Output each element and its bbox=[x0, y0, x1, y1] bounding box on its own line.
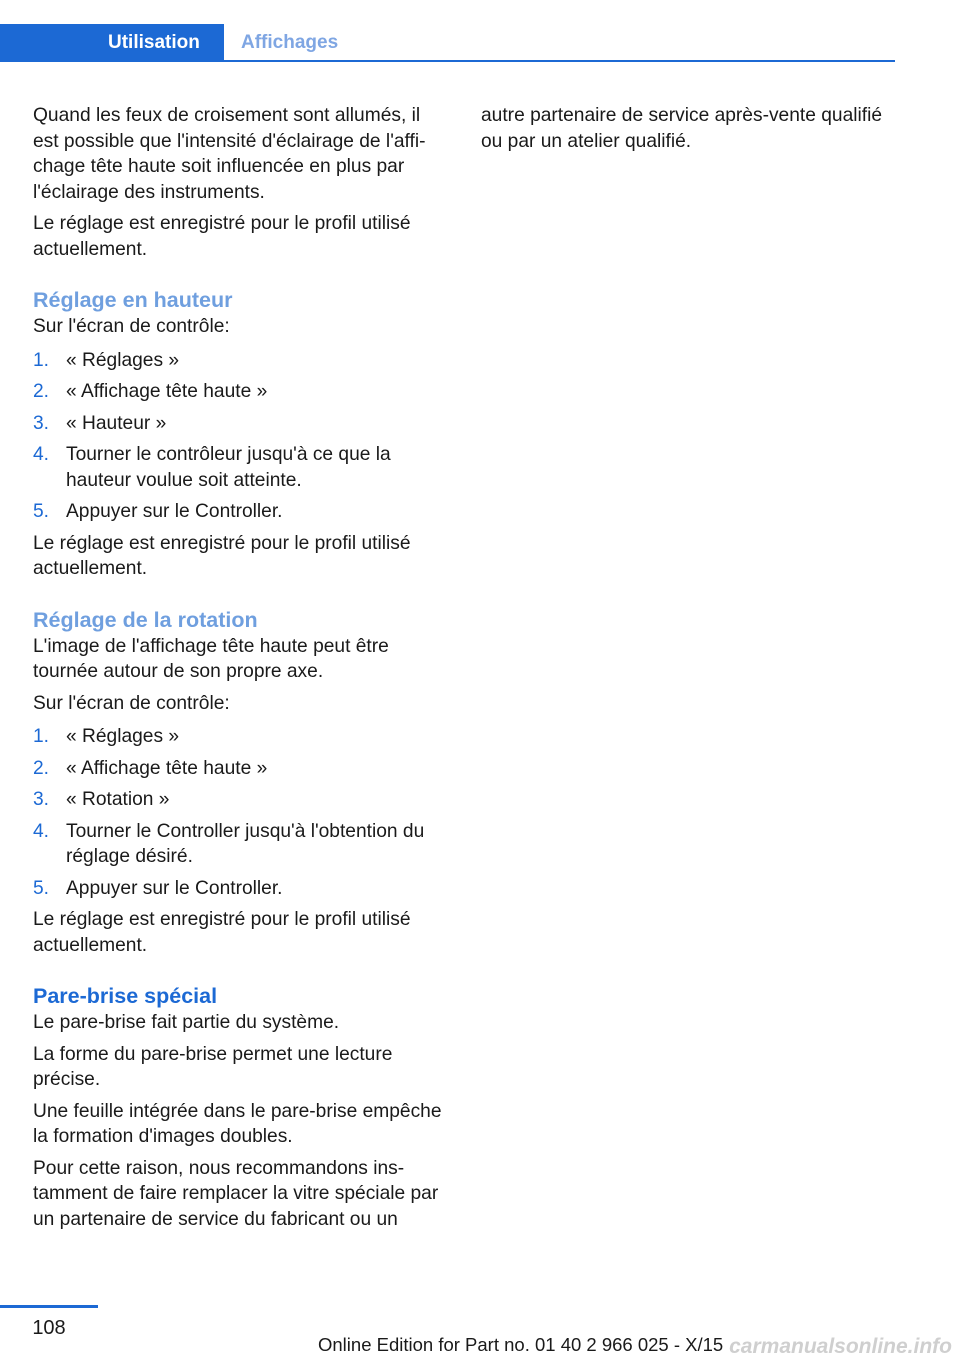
intro-paragraph: Quand les feux de croisement sont allumés, il est possible que l'intensité d'éclairage de l'affichage tête haute soit influencée en plus par l'éclairage des instruments. bbox=[33, 105, 426, 203]
list-item: 5. Appuyer sur le Controller. bbox=[33, 501, 283, 522]
heading-rotation-adjustment: Réglage de la rotation bbox=[33, 607, 258, 632]
list-item: 4. Tourner le contrôleur jusqu'à ce que la hauteur voulue soit atteinte. bbox=[33, 444, 391, 491]
tab-bar-rule bbox=[0, 60, 895, 62]
right-column bbox=[481, 103, 901, 160]
tab-utilisation[interactable]: Utilisation bbox=[0, 24, 224, 62]
windshield-paragraph-3: Une feuille intégrée dans le pare-brise empêche la formation d'images doubles. bbox=[33, 1100, 442, 1147]
chapter-tab-bar bbox=[0, 24, 895, 62]
screen-intro-1: Sur l'écran de contrôle: bbox=[33, 316, 230, 337]
list-item: 1. « Réglages » bbox=[33, 349, 180, 371]
list-item: 5. Appuyer sur le Controller. bbox=[33, 877, 283, 899]
tab-affichages[interactable]: Affichages bbox=[241, 32, 339, 53]
list-item: 2. « Affichage tête haute » bbox=[33, 757, 268, 779]
left-column bbox=[33, 103, 451, 1238]
screen-intro-2: Sur l'écran de contrôle: bbox=[33, 692, 230, 714]
rotation-steps-list bbox=[33, 724, 451, 901]
height-steps-list bbox=[33, 348, 451, 525]
saved-note-2: Le réglage est enregistré pour le profil utilisé actuellement. bbox=[33, 532, 411, 579]
list-item: 3. « Hauteur » bbox=[33, 412, 167, 434]
list-item: 3. « Rotation » bbox=[33, 789, 170, 810]
list-item: 2. « Affichage tête haute » bbox=[33, 381, 268, 402]
list-item: 1. « Réglages » bbox=[33, 726, 180, 747]
continuation-paragraph: autre partenaire de service après-vente qualifié ou par un atelier qualifié. bbox=[481, 105, 883, 152]
page-number: 108 bbox=[32, 1317, 66, 1339]
windshield-paragraph-1: Le pare-brise fait partie du système. bbox=[33, 1012, 340, 1033]
list-item: 4. Tourner le Controller jusqu'à l'obtention du réglage désiré. bbox=[33, 820, 425, 867]
footer-rule bbox=[0, 1305, 98, 1308]
windshield-paragraph-4: Pour cette raison, nous recommandons instamment de faire remplacer la vitre spéciale par un partenaire de service du fabricant ou un bbox=[33, 1157, 439, 1230]
heading-special-windshield: Pare-brise spécial bbox=[33, 984, 218, 1008]
rotation-description: L'image de l'affichage tête haute peut être tournée autour de son propre axe. bbox=[33, 635, 389, 682]
edition-line: Online Edition for Part no. 01 40 2 966 025 - X/15 bbox=[318, 1334, 724, 1355]
saved-note-1: Le réglage est enregistré pour le profil utilisé actuellement. bbox=[33, 213, 411, 260]
windshield-paragraph-2: La forme du pare-brise permet une lecture précise. bbox=[33, 1043, 393, 1090]
heading-height-adjustment: Réglage en hauteur bbox=[33, 288, 233, 312]
watermark: carmanualsonline.info bbox=[729, 1335, 952, 1358]
saved-note-3: Le réglage est enregistré pour le profil utilisé actuellement. bbox=[33, 909, 411, 956]
